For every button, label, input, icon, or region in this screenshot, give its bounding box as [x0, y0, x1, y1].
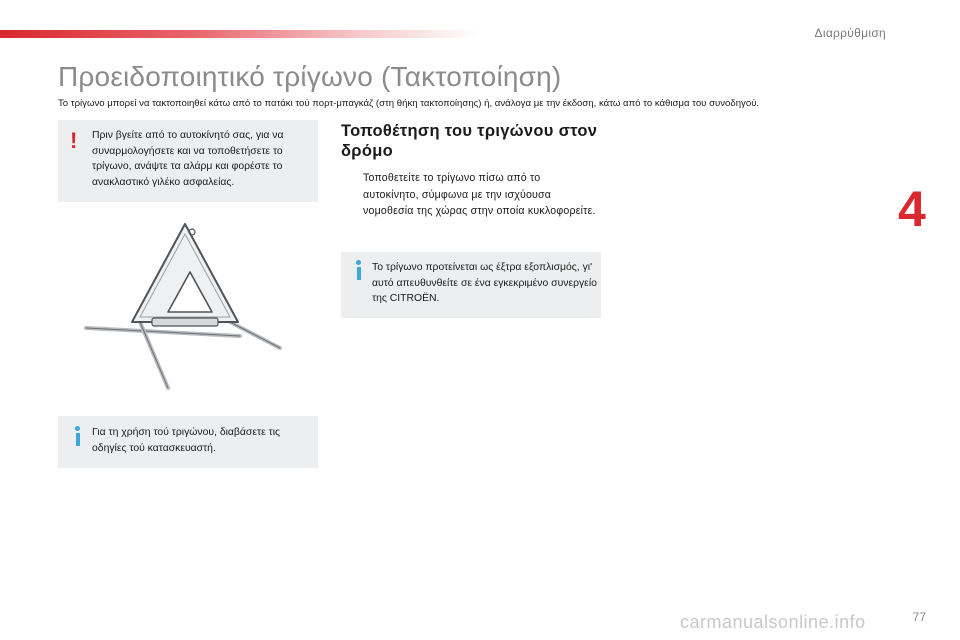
info-box-accessory — [341, 252, 601, 318]
warning-triangle-illustration — [80, 218, 320, 398]
section-title: Διαρρύθμιση — [814, 26, 886, 40]
info-icon — [72, 426, 84, 448]
watermark: carmanualsonline.info — [680, 612, 866, 632]
page-number: 77 — [912, 610, 926, 624]
info-accessory-text: Το τρίγωνο προτείνεται ως έξτρα εξοπλισμός, γι' αυτό απευθυνθείτε σε ένα εγκεκριμένο συνεργείο της CITROËN. — [372, 262, 597, 304]
info-usage-text: Για τη χρήση τού τριγώνου, διαβάσετε τις οδηγίες τού κατασκευαστή. — [92, 427, 281, 454]
warning-text: Πριν βγείτε από το αυτοκίνητό σας, για να συναρμολογήσετε και να τοποθετήσετε το τρίγωνο, ανάψτε τα αλάρμ και φορέστε το ανακλαστικό γιλέκο ασφαλείας. — [92, 130, 284, 188]
intro-paragraph: Το τρίγωνο μπορεί να τακτοποιηθεί κάτω από το πατάκι τού πορτ-μπαγκάζ (στη θήκη τακτοποίησης) ή, ανάλογα με την έκδοση, κάτω από το κάθισμα του συνοδηγού. — [58, 98, 760, 109]
chapter-number: 4 — [898, 181, 926, 237]
info-icon — [353, 260, 365, 282]
subheading-road-placement: Τοποθέτηση του τριγώνου στον δρόμο — [341, 122, 598, 160]
step-text: Τοποθετείτε το τρίγωνο πίσω από το αυτοκίνητο, σύμφωνα με την ισχύουσα νομοθεσία της χώρας στην οποία κυκλοφορείτε. — [363, 172, 596, 217]
header-accent-bar — [0, 30, 480, 38]
info-box-usage — [58, 416, 318, 468]
exclamation-icon: ! — [70, 128, 78, 153]
page-title: Προειδοποιητικό τρίγωνο (Τακτοποίηση) — [58, 61, 562, 92]
warning-box — [58, 120, 318, 202]
